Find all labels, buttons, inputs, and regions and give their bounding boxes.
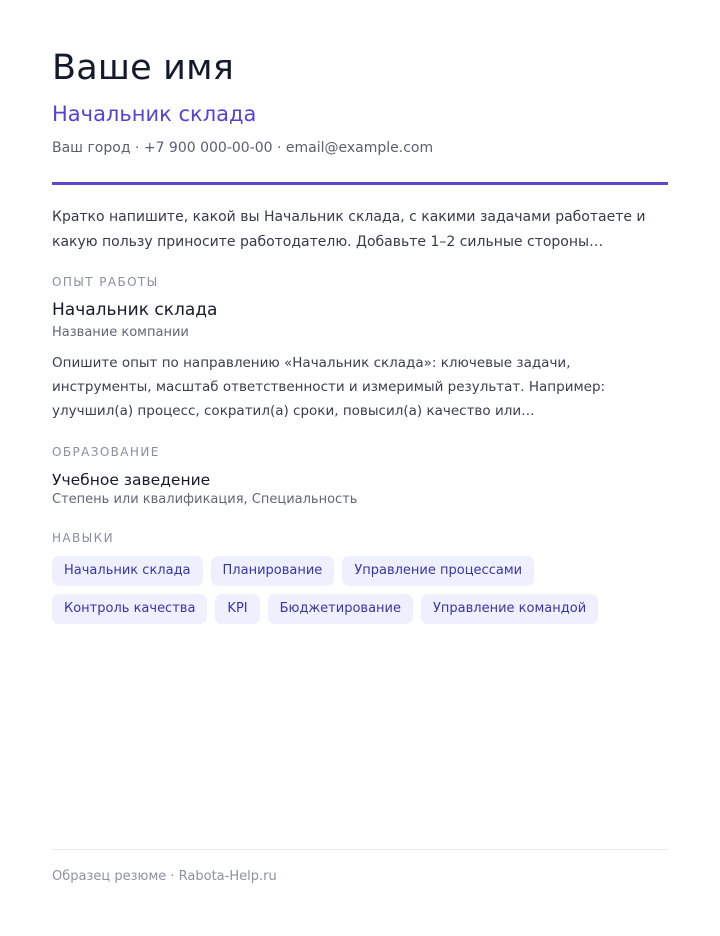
skill-chip: Начальник склада [52,556,203,586]
education-section-title: ОБРАЗОВАНИЕ [52,445,160,459]
experience-section-title: ОПЫТ РАБОТЫ [52,275,159,289]
skill-chip: KPI [215,594,259,624]
skills-list [52,556,668,624]
company-name: Название компании [52,325,189,340]
job-description: Опишите опыт по направлению «Начальник склада»: ключевые задачи, инструменты, масштаб ответственности и измеримый результат. Например: улучшил(а) процесс, сократил(а) сроки, повысил(а) качество или… [52,355,606,419]
candidate-name: Ваше имя [52,48,234,88]
skill-chip: Контроль качества [52,594,207,624]
skill-chip: Планирование [211,556,335,586]
contact-line: Ваш город · +7 900 000-00-00 · email@example.com [52,140,434,156]
summary-text: Кратко напишите, какой вы Начальник склада, с какими задачами работаете и какую пользу приносите работодателю. Добавьте 1–2 сильные стороны… [52,209,646,250]
footer-divider [52,849,668,850]
skill-chip: Управление командой [421,594,598,624]
skill-chip: Бюджетирование [268,594,413,624]
job-title: Начальник склада [52,300,218,320]
skill-chip: Управление процессами [342,556,534,586]
skills-section-title: НАВЫКИ [52,531,114,545]
education-details: Степень или квалификация, Специальность [52,492,358,507]
candidate-role: Начальник склада [52,102,257,126]
footer-text: Образец резюме · Rabota-Help.ru [52,869,277,884]
institution-name: Учебное заведение [52,471,211,489]
accent-divider [52,182,668,185]
